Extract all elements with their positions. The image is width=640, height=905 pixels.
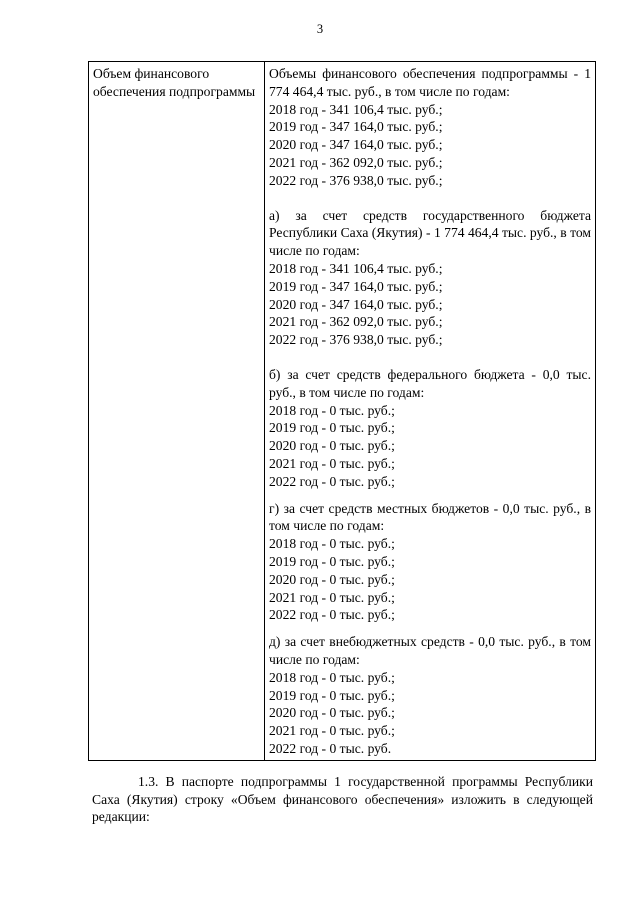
- section-b: [269, 366, 591, 491]
- intro-year-2022: 2022 год - 376 938,0 тыс. руб.;: [269, 172, 443, 188]
- section-b-text: б) за счет средств федерального бюджета - 0,0 тыс. руб., в том числе по годам:: [269, 366, 591, 400]
- section-g: [269, 500, 591, 625]
- section-b-year-2022: 2022 год - 0 тыс. руб.;: [269, 473, 395, 489]
- section-d-text: д) за счет внебюджетных средств - 0,0 тыс. руб., в том числе по годам:: [269, 634, 591, 667]
- section-g-year-2018: 2018 год - 0 тыс. руб.;: [269, 536, 395, 552]
- intro-year-2019: 2019 год - 347 164,0 тыс. руб.;: [269, 119, 443, 135]
- passport-table: [88, 61, 596, 761]
- section-a-text: а) за счет средств государственного бюджета Республики Саха (Якутия) - 1 774 464,4 тыс. руб., в том числе по годам:: [269, 207, 591, 259]
- section-d-year-2021: 2021 год - 0 тыс. руб.;: [269, 723, 395, 739]
- row-label-cell: [89, 62, 265, 761]
- section-g-year-2022: 2022 год - 0 тыс. руб.;: [269, 607, 395, 623]
- section-b-year-2020: 2020 год - 0 тыс. руб.;: [269, 438, 395, 454]
- page-number: 3: [316, 22, 324, 36]
- section-a-year-2022: 2022 год - 376 938,0 тыс. руб.;: [269, 332, 443, 348]
- section-g-text: г) за счет средств местных бюджетов - 0,0 тыс. руб., в том числе по годам:: [269, 500, 591, 534]
- section-d-year-2018: 2018 год - 0 тыс. руб.;: [269, 669, 395, 685]
- section-a-year-2020: 2020 год - 347 164,0 тыс. руб.;: [269, 296, 443, 312]
- table-row: [89, 62, 596, 761]
- section-g-year-2020: 2020 год - 0 тыс. руб.;: [269, 571, 395, 587]
- section-d-year-2019: 2019 год - 0 тыс. руб.;: [269, 687, 395, 703]
- section-g-year-2021: 2021 год - 0 тыс. руб.;: [269, 589, 395, 605]
- section-g-year-2019: 2019 год - 0 тыс. руб.;: [269, 553, 395, 569]
- section-d-year-2020: 2020 год - 0 тыс. руб.;: [269, 705, 395, 721]
- row-label: Объем финансового обеспечения подпрограммы: [93, 66, 256, 99]
- section-a-year-2021: 2021 год - 362 092,0 тыс. руб.;: [269, 314, 443, 330]
- intro-section: [269, 65, 591, 190]
- section-a-year-2018: 2018 год - 341 106,4 тыс. руб.;: [269, 260, 443, 276]
- section-b-year-2019: 2019 год - 0 тыс. руб.;: [269, 420, 395, 436]
- section-b-year-2018: 2018 год - 0 тыс. руб.;: [269, 402, 395, 418]
- amendment-paragraph: 1.3. В паспорте подпрограммы 1 государственной программы Республики Саха (Якутия) строку «Объем финансового обеспечения» изложить в следующей редакции:: [92, 774, 593, 825]
- row-content-cell: [265, 62, 596, 761]
- intro-year-2020: 2020 год - 347 164,0 тыс. руб.;: [269, 137, 443, 153]
- section-d: [269, 633, 591, 758]
- section-d-year-2022: 2022 год - 0 тыс. руб.: [269, 740, 392, 756]
- intro-year-2018: 2018 год - 341 106,4 тыс. руб.;: [269, 101, 443, 117]
- section-a: [269, 207, 591, 349]
- intro-year-2021: 2021 год - 362 092,0 тыс. руб.;: [269, 154, 443, 170]
- section-b-year-2021: 2021 год - 0 тыс. руб.;: [269, 455, 395, 471]
- intro-text: Объемы финансового обеспечения подпрограммы - 1 774 464,4 тыс. руб., в том числе по годам:: [269, 66, 591, 99]
- section-a-year-2019: 2019 год - 347 164,0 тыс. руб.;: [269, 278, 443, 294]
